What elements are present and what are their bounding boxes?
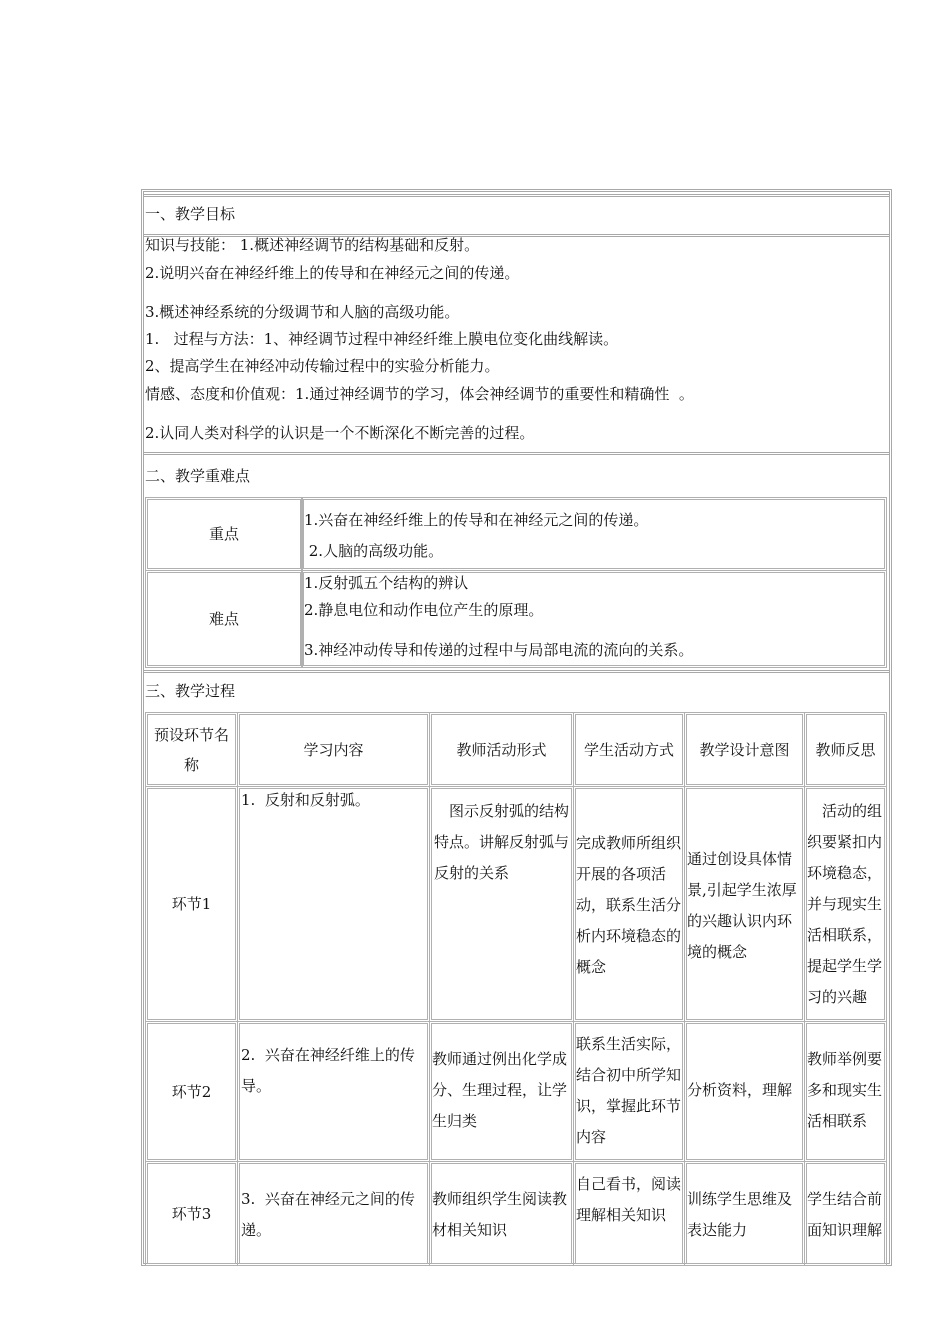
header-stage: 预设环节名称 xyxy=(145,712,238,787)
difficult-points-label: 难点 xyxy=(145,570,303,668)
section3-header xyxy=(143,670,889,712)
row2-student-cell xyxy=(573,1021,685,1162)
objective-line: 3.概述神经系统的分级调节和人脑的高级功能。 xyxy=(145,303,460,321)
difficult-point-item: 2.静息电位和动作电位产生的原理。 xyxy=(304,601,544,619)
row1-content-cell xyxy=(237,786,430,1022)
header-teacher-activity: 教师活动形式 xyxy=(429,712,574,787)
key-points-label: 重点 xyxy=(145,497,303,571)
row2-content: 2. 兴奋在神经纤维上的传导。 xyxy=(241,1046,415,1095)
difficult-point-item: 3.神经冲动传导和传递的过程中与局部电流的流向的关系。 xyxy=(304,641,694,659)
objective-line: 2、提高学生在神经冲动传输过程中的实验分析能力。 xyxy=(145,357,500,375)
row1-student-cell xyxy=(573,786,685,1022)
row3-reflection: 学生结合前面知识理解 xyxy=(807,1190,883,1239)
objective-line: 知识与技能： 1.概述神经调节的结构基础和反射。 xyxy=(145,236,480,254)
section1-title: 一、教学目标 xyxy=(145,205,236,223)
row3-intent: 训练学生思维及表达能力 xyxy=(687,1190,793,1239)
section2-title: 二、教学重难点 xyxy=(145,467,251,485)
section3-title: 三、教学过程 xyxy=(145,682,236,700)
row2-content-cell xyxy=(237,1021,430,1162)
row3-reflection-cell xyxy=(804,1161,887,1266)
header-reflection: 教师反思 xyxy=(804,712,887,787)
row1-teacher-cell xyxy=(429,786,574,1022)
row2-reflection: 教师举例要多和现实生活相联系 xyxy=(807,1050,883,1130)
row1-intent-cell xyxy=(684,786,805,1022)
row1-student: 完成教师所组织开展的各项活动，联系生活分析内环境稳态的概念 xyxy=(576,834,682,976)
row3-teacher: 教师组织学生阅读教材相关知识 xyxy=(432,1190,568,1239)
header-design-intent: 教学设计意图 xyxy=(684,712,805,787)
row3-student-cell xyxy=(573,1161,685,1266)
row3-student: 自己看书，阅读理解相关知识 xyxy=(576,1175,682,1224)
row1-stage: 环节1 xyxy=(145,786,238,1022)
row2-student: 联系生活实际，结合初中所学知识，掌握此环节内容 xyxy=(576,1035,682,1146)
row2-intent: 分析资料，理解 xyxy=(687,1081,793,1099)
header-content: 学习内容 xyxy=(237,712,430,787)
section2-header xyxy=(143,452,889,496)
objective-line: 1. 过程与方法：1、神经调节过程中神经纤维上膜电位变化曲线解读。 xyxy=(145,330,619,348)
row2-intent-cell xyxy=(684,1021,805,1162)
row3-stage: 环节3 xyxy=(145,1161,238,1266)
row3-teacher-cell xyxy=(429,1161,574,1266)
key-point-item: 1.兴奋在神经纤维上的传导和在神经元之间的传递。 xyxy=(304,511,649,529)
row1-intent: 通过创设具体情景,引起学生浓厚的兴趣认识内环境的概念 xyxy=(687,850,797,961)
row2-reflection-cell xyxy=(804,1021,887,1162)
row1-teacher: 图示反射弧的结构特点。讲解反射弧与反射的关系 xyxy=(434,802,570,882)
row1-reflection: 活动的组织要紧扣内环境稳态，并与现实生活相联系，提起学生学习的兴趣 xyxy=(807,802,883,1006)
row3-intent-cell xyxy=(684,1161,805,1266)
row1-reflection-cell xyxy=(804,786,887,1022)
difficult-point-item: 1.反射弧五个结构的辨认 xyxy=(304,574,469,592)
row1-content: 1. 反射和反射弧。 xyxy=(241,791,370,809)
row2-teacher-cell xyxy=(429,1021,574,1162)
key-point-item: 2.人脑的高级功能。 xyxy=(304,542,444,560)
objective-line: 情感、态度和价值观：1.通过神经调节的学习，体会神经调节的重要性和精确性 。 xyxy=(145,385,694,403)
row2-teacher: 教师通过例出化学成分、生理过程，让学生归类 xyxy=(432,1050,568,1130)
header-student-activity: 学生活动方式 xyxy=(573,712,685,787)
objective-line: 2.说明兴奋在神经纤维上的传导和在神经元之间的传递。 xyxy=(145,264,520,282)
row2-stage: 环节2 xyxy=(145,1021,238,1162)
row3-content-cell xyxy=(237,1161,430,1266)
objective-line: 2.认同人类对科学的认识是一个不断深化不断完善的过程。 xyxy=(145,424,535,442)
section1-header xyxy=(143,194,889,234)
row3-content: 3. 兴奋在神经元之间的传递。 xyxy=(241,1190,415,1239)
